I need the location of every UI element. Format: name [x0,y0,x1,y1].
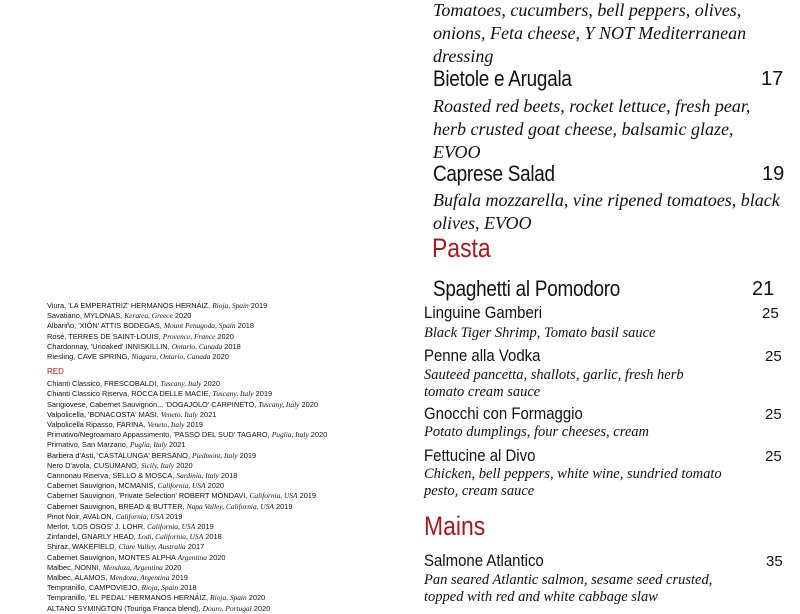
wine-origin: Tuscany, Italy [160,379,202,389]
wine-year: 2019 [299,491,317,501]
wine-name: Sangiovese, Cabernet Sauvignon... 'DOGAJOLO' CARPINETO, [47,399,257,409]
wine-year: 2021 [199,409,217,419]
wine-year: 2019 [165,511,183,521]
wine-year: 2018 [220,471,238,481]
wine-name: Tempranillo, 'EL PEDAL' HERMANOS HERNÁIZ, [47,593,209,603]
wine-name: Malbec, ALAMOS, [47,573,108,583]
wine-list-item [47,420,387,430]
greek-salad-description: Tomatoes, cucumbers, bell peppers, olives, onions, Feta cheese, Y NOT Mediterranean dressing [433,0,747,66]
wine-origin: Tuscany, Italy [212,389,254,399]
wine-origin: Rioja, Spain [210,593,247,603]
wine-name: Cabernet Sauvignon, MCMANIS, [47,481,156,491]
wine-list-item [47,430,387,440]
wine-name: Riesling, CAVE SPRING, [47,352,130,362]
wine-list-item [47,593,387,603]
wine-list-item [47,512,387,522]
menu-item-name: Penne alla Vodka [424,346,541,365]
section-heading-pasta: Pasta [432,233,491,263]
wine-name: Shiraz, WAKEFIELD, [47,542,117,552]
wine-year: 2020 [301,399,318,409]
wine-year: 2019 [186,420,203,430]
wine-list-item [47,301,387,311]
menu-item-description: Pan seared Atlantic salmon, sesame seed crusted, topped with red and white cabbage slaw [424,572,713,605]
wine-list-item [47,379,387,389]
wine-origin: Tuscany, Italy [258,399,300,409]
menu-item-price: 25 [765,448,782,465]
wine-list-item [47,410,387,420]
wine-list-item [47,502,387,512]
wine-origin: Puglia, Italy [271,430,309,440]
wine-list-item [47,352,387,362]
wine-origin: Argentina [177,552,207,562]
wine-year: 2018 [205,532,222,542]
wine-year: 2018 [224,341,241,351]
menu-item-description: Chicken, bell peppers, white wine, sundried tomato pesto, cream sauce [424,466,722,499]
wine-name: Chianti Classico, FRESCOBALDI, [47,379,159,389]
wine-year: 2019 [171,573,188,583]
wine-name: Viura, 'LA EMPERATRIZ' HERMANOS HERNÁIZ, [47,301,211,310]
wine-origin: Puglia, Italy [129,440,167,450]
menu-item-price: 25 [762,305,779,322]
wine-name: Barbera d'Asti, 'CASTALUNGA' BERSANO, [47,450,190,460]
wine-name: Cabernet Sauvignon, 'Private Selection' ROBERT MONDAVI, [47,491,248,501]
menu-item-name: Caprese Salad [433,161,555,186]
wine-year: 2020 [164,562,182,572]
wine-origin: Rioja, Spain [212,301,249,310]
wine-name: Cabernet Sauvignon, BREAD & BUTTER, [47,501,185,511]
menu-item-name: Salmone Atlantico [424,551,544,570]
wine-list-item [47,332,387,342]
wine-year: 2020 [209,552,226,562]
wine-year: 2020 [212,352,229,362]
wine-origin: Douro, Portugal [202,603,252,613]
wine-year: 2017 [187,542,205,552]
wine-name: Primativo, San Marzano, [47,440,128,450]
wine-year: 2020 [253,603,271,613]
menu-item-price: 19 [762,163,785,185]
menu-item-name: Bietole e Arugala [433,66,572,91]
wine-year: 2021 [169,440,186,450]
wine-name: Chardonnay, 'Unoaked' INNISKILLIN, [47,341,170,351]
wine-list-item [47,583,387,593]
wine-year: 2019 [239,450,257,460]
wine-name: Nero D'avola, CUSUMANO, [47,460,139,470]
wine-list-item [47,481,387,491]
wine-origin: Veneto, Italy [160,409,198,419]
menu-item-description: Sauteed pancetta, shallots, garlic, fresh herb tomato cream sauce [424,367,684,400]
wine-name: Valpolicella Ripasso, FARINA, [47,420,146,430]
wine-list-item [47,604,387,614]
wine-list-item [47,342,387,352]
menu-item-description: Roasted red beets, rocket lettuce, fresh pear, herb crusted goat cheese, balsamic glaze, EVOO [433,96,751,162]
wine-year: 2020 [217,331,234,341]
wine-list [47,301,387,614]
wine-list-item [47,311,387,321]
wine-origin: Napa Valley, California, USA [186,501,274,511]
menu-item-name: Gnocchi con Formaggio [424,404,583,423]
wine-year: 2020 [174,311,192,321]
wine-year: 2019 [275,501,293,511]
wine-origin: Sardinia, Italy [176,471,219,481]
menu-item-price: 25 [765,348,782,365]
wine-year: 2018 [180,583,197,593]
wine-list-item [47,321,387,331]
wine-name: Tempranillo, CAMPOVIEJO, [47,583,140,593]
wine-year: 2020 [203,379,220,389]
wine-year: 2019 [197,522,214,532]
wine-name: Albariño, 'XIÓN' ATTIS BODEGAS, [47,321,162,331]
wine-list-item [47,440,387,450]
wine-name: Malbec, NONNI, [47,562,101,572]
section-heading-mains: Mains [424,511,486,541]
wine-origin: Mendoza, Argentina [109,573,170,583]
wine-list-item [47,451,387,461]
wine-origin: Keratea, Greece [124,311,173,321]
wine-year: 2020 [207,481,225,491]
wine-origin: Lodi, California, USA [137,532,204,542]
wine-origin: Piedmont, Italy [191,450,238,460]
red-wine-heading: RED [47,367,64,377]
wine-origin: California, USA [115,511,164,521]
wine-year: 2020 [248,593,266,603]
wine-name: Pinot Noir, AVALON, [47,511,114,521]
wine-list-item [47,522,387,532]
wine-list-item [47,389,387,399]
menu-item-description: Potato dumplings, four cheeses, cream [424,424,649,440]
wine-name: Cannonau Riserva, SELLO & MOSCA, [47,471,175,481]
wine-origin: Provence, France [162,331,216,341]
wine-year: 2019 [250,301,268,310]
wine-name: Valpolicella, 'BONACOSTA' MASI, [47,409,159,419]
wine-origin: Veneto, Italy [147,420,185,430]
wine-year: 2019 [255,389,273,399]
wine-list-item [47,563,387,573]
wine-year: 2020 [310,430,328,440]
wine-list-item [47,532,387,542]
wine-name: ALTANO SYMINGTON (Touriga Franca blend), [47,603,201,613]
wine-name: Cabernet Sauvignon, MONTES ALPHA [47,552,176,562]
wine-name: Zinfandel, GNARLY HEAD, [47,532,136,542]
wine-name: Savatiano, MYLONAS, [47,311,123,321]
wine-name: Rosé, TERRES DE SAINT-LOUIS, [47,331,161,341]
wine-list-item [47,491,387,501]
wine-name: Primativo/Negroamaro Appassimento, 'PASSO DEL SUD' TAGARO, [47,430,270,440]
wine-origin: Ontario, Canada [171,341,223,351]
wine-list-item [47,553,387,563]
wine-origin: Mount Penagoda, Spain [163,321,236,331]
menu-item-price: 35 [766,553,783,570]
wine-origin: California, USA [157,481,206,491]
menu-item-price: 21 [752,278,775,300]
wine-origin: Mendoza, Argentina [102,562,163,572]
wine-list-item [47,542,387,552]
menu-item-description: Black Tiger Shrimp, Tomato basil sauce [424,325,656,341]
menu-item-name: Spaghetti al Pomodoro [433,276,621,301]
wine-list-item [47,573,387,583]
wine-origin: Sicily, Italy [140,460,175,470]
wine-name: Chianti Classico Riserva, ROCCA DELLE MACIE, [47,389,211,399]
wine-year: 2018 [237,321,255,331]
wine-origin: Rioja, Spain [141,583,179,593]
wine-origin: California, USA [249,491,298,501]
menu-item-price: 17 [761,68,784,90]
wine-origin: Clare Valley, Australia [118,542,186,552]
wine-list-item [47,471,387,481]
white-wine-list [47,301,387,362]
wine-name: Merlot, 'LOS OSOS' J. LOHR, [47,522,146,532]
wine-origin: California, USA [147,522,196,532]
wine-origin: Niagara, Ontario, Canada [131,352,211,362]
red-wine-list [47,379,387,614]
wine-year: 2020 [176,460,193,470]
wine-list-item [47,461,387,471]
menu-item-name: Fettucine al Divo [424,446,536,465]
menu-item-name: Linguine Gamberi [424,303,543,322]
menu-item-price: 25 [765,406,782,423]
wine-list-item [47,400,387,410]
menu-item-description: Bufala mozzarella, vine ripened tomatoes, black olives, EVOO [433,190,780,233]
